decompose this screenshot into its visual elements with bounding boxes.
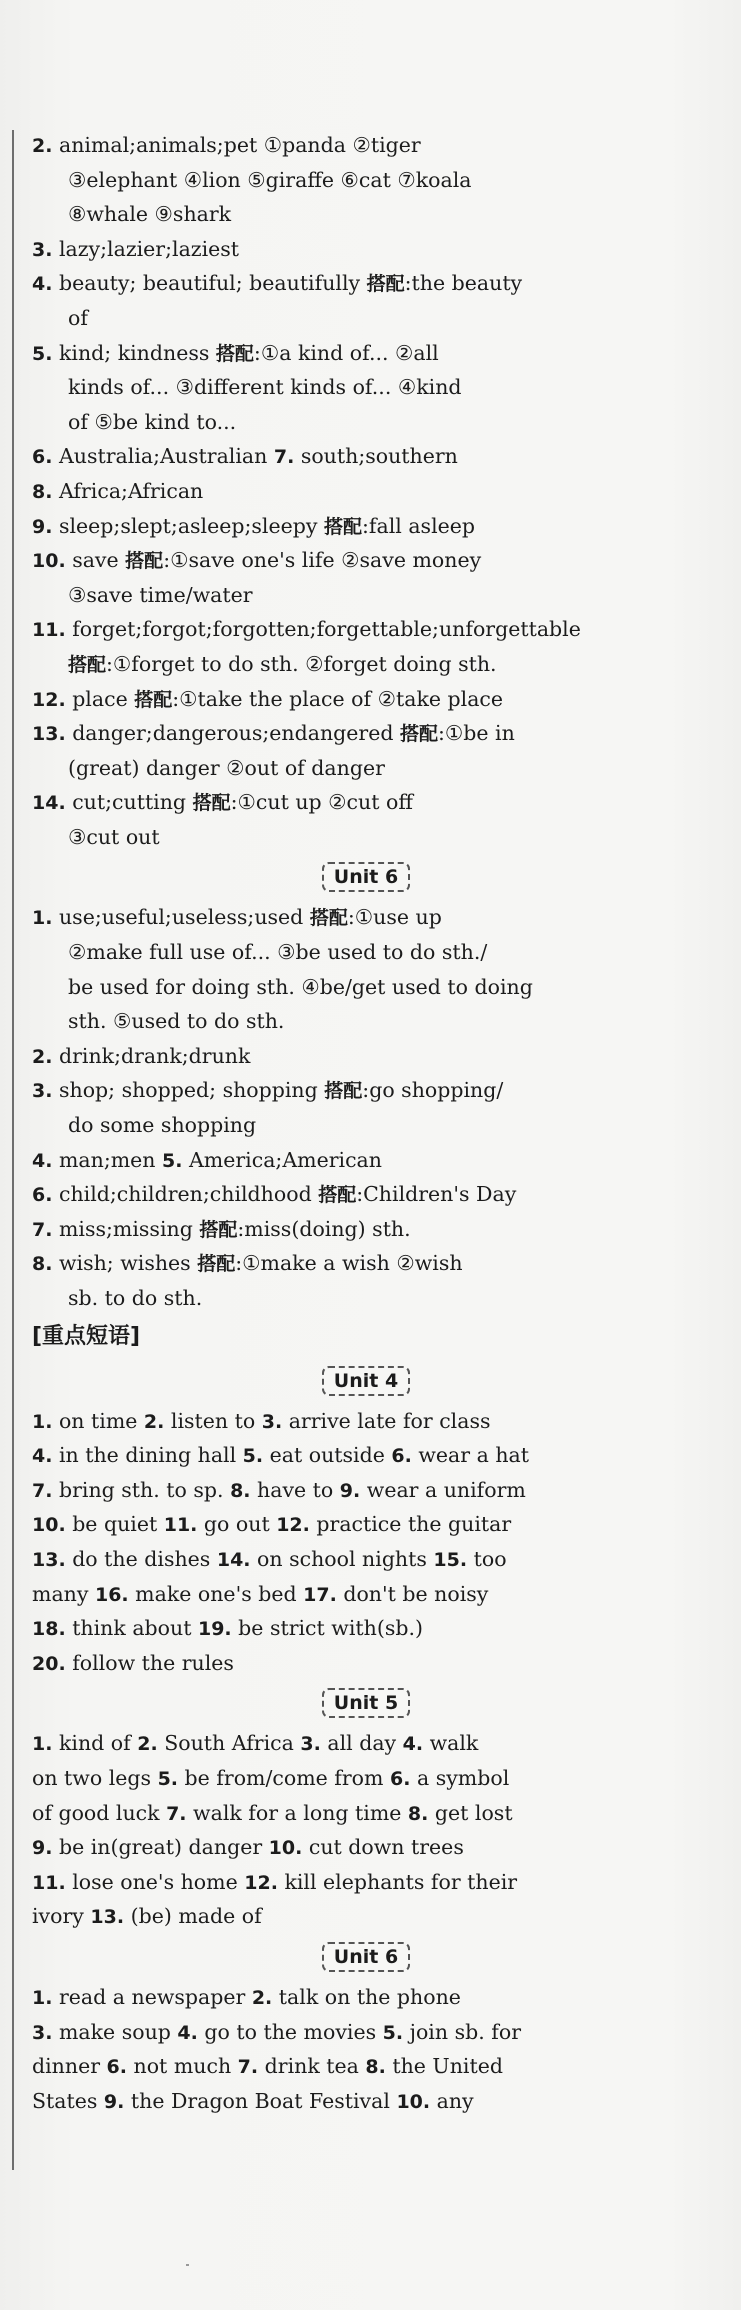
vocab-unit5-line [32, 370, 700, 405]
phrase-number: 10. [32, 1514, 66, 1537]
phrase-number: 9. [103, 2090, 125, 2113]
vocab-unit5-line [32, 163, 700, 198]
item-number: 12. [32, 688, 66, 711]
item-number: 3. [32, 238, 53, 261]
vocab-unit5-line [32, 336, 700, 371]
item-text: wish; wishes [52, 1251, 198, 1276]
phrase-text: be strict with(sb.) [231, 1616, 423, 1641]
vocab-unit5-line [32, 439, 700, 474]
item-text: man;men [52, 1147, 163, 1172]
vocab-unit5-line [32, 232, 700, 267]
vocab-unit6-line [32, 900, 700, 935]
phrase-text: read a newspaper [52, 1984, 252, 2009]
phrase-text: make one's bed [128, 1581, 304, 1606]
phrase-number: 1. [32, 1986, 53, 2009]
phrase-number: 18. [32, 1618, 66, 1641]
vocab-unit5-line [32, 405, 700, 440]
item-number: 2. [32, 1045, 53, 1068]
item-number: 3. [32, 1080, 53, 1103]
phrase-text: walk for a long time [186, 1800, 408, 1825]
phrase-text: kill elephants for their [277, 1869, 518, 1894]
phrase-text: practice the guitar [309, 1512, 512, 1537]
phrase-text: arrive late for class [282, 1408, 491, 1433]
vocab-unit5-line [32, 128, 700, 163]
item-text: drink;drank;drunk [52, 1043, 251, 1068]
vocab-unit6-line [32, 970, 700, 1005]
phrase-text: do the dishes [65, 1546, 217, 1571]
collocation-label: 搭配 [323, 515, 362, 538]
phrases-unit6-line [32, 2084, 700, 2119]
collocation-label: 搭配 [324, 1080, 363, 1103]
item-text: lazy;lazier;laziest [52, 236, 240, 261]
phrases-unit5-line [32, 1761, 700, 1796]
phrase-number: 7. [166, 1802, 187, 1825]
phrase-number: 3. [32, 2021, 53, 2044]
phrase-number: 7. [32, 1479, 53, 1502]
phrase-number: 8. [365, 2056, 386, 2079]
vocab-unit6-line [32, 1004, 700, 1039]
item-text: shop; shopped; shopping [52, 1078, 325, 1103]
item-text: :Children's Day [356, 1182, 517, 1207]
phrases-unit5-line [32, 1796, 700, 1831]
phrase-text: listen to [164, 1408, 262, 1433]
item-text: Africa;African [52, 478, 204, 503]
phrase-number: 9. [339, 1479, 361, 1502]
item-number: 4. [32, 273, 53, 296]
collocation-label: 搭配 [318, 1184, 357, 1207]
phrase-text: on school nights [250, 1546, 434, 1571]
phrase-number: 12. [244, 1871, 278, 1894]
item-text: south;southern [294, 444, 458, 469]
vocab-unit5-line [32, 682, 700, 717]
item-text: beauty; beautiful; beautifully [52, 271, 367, 296]
item-number: 2. [32, 135, 53, 157]
item-text: ③save time/water [68, 582, 253, 607]
phrase-text: too [467, 1546, 507, 1571]
phrase-number: 6. [391, 1445, 412, 1468]
collocation-label: 搭配 [366, 273, 405, 296]
item-text: sb. to do sth. [68, 1286, 203, 1310]
item-number: 8. [32, 1253, 53, 1276]
phrase-text: any [430, 2088, 474, 2113]
item-text: :go shopping/ [362, 1078, 504, 1103]
phrase-text: join sb. for [403, 2019, 521, 2044]
vocab-unit6-line [32, 1108, 700, 1143]
item-text: (great) danger ②out of danger [68, 755, 385, 780]
vocab-unit6-line [32, 1281, 700, 1316]
collocation-label: 搭配 [68, 653, 107, 676]
collocation-label: 搭配 [215, 342, 254, 365]
item-text: :①make a wish ②wish [235, 1251, 463, 1276]
phrase-text: ivory [32, 1904, 91, 1929]
item-text: child;children;childhood [52, 1182, 319, 1207]
item-text: danger;dangerous;endangered [65, 721, 400, 746]
item-number: 11. [32, 619, 66, 642]
phrase-number: 7. [237, 2056, 259, 2079]
phrases-unit4-line [32, 1507, 700, 1542]
item-text: of ⑤be kind to... [68, 409, 237, 434]
vocab-unit5-line [32, 647, 700, 682]
vocab-unit6-line [32, 935, 700, 970]
vocab-unit5-line [32, 578, 700, 613]
vocab-unit5-line [32, 474, 700, 509]
vocab-unit5-line [32, 543, 700, 578]
phrase-text: be in(great) danger [52, 1835, 269, 1860]
phrases-unit4-line [32, 1646, 700, 1681]
phrase-number: 2. [137, 1733, 158, 1756]
phrase-text: think about [65, 1616, 198, 1641]
item-number: 6. [32, 446, 53, 469]
phrase-text: go out [197, 1512, 277, 1537]
vocab-unit6-line [32, 1246, 700, 1281]
phrase-text: South Africa [157, 1731, 301, 1756]
phrase-number: 16. [94, 1583, 129, 1606]
item-text: :①be in [438, 721, 515, 746]
item-text: miss;missing [52, 1216, 200, 1241]
item-text: place [65, 686, 135, 711]
phrase-text: wear a hat [411, 1443, 529, 1468]
phrase-text: many [32, 1581, 95, 1606]
phrase-number: 10. [268, 1837, 303, 1860]
phrase-number: 14. [216, 1548, 251, 1571]
phrases-unit4-heading-row [32, 1358, 700, 1404]
phrases-unit4-list [32, 1404, 700, 1681]
phrase-number: 2. [251, 1986, 273, 2009]
phrases-unit5-line [32, 1830, 700, 1865]
item-text: :①a kind of... ②all [253, 340, 439, 365]
phrase-text: kind of [52, 1731, 138, 1756]
phrase-text: make soup [52, 2019, 178, 2044]
phrase-text: eat outside [263, 1443, 392, 1468]
item-number: 10. [32, 550, 66, 573]
item-number: 6. [32, 1184, 53, 1207]
phrases-unit4-line [32, 1473, 700, 1508]
item-text: :①take the place of ②take place [172, 686, 504, 711]
phrase-number: 9. [32, 1837, 53, 1860]
phrase-text: walk [423, 1731, 479, 1756]
phrases-unit6-line [32, 1980, 700, 2015]
vocab-unit6-heading-row [32, 854, 700, 900]
phrase-text: (be) made of [124, 1904, 262, 1929]
vocab-unit5-line [32, 509, 700, 544]
item-text: kind; kindness [52, 340, 216, 365]
phrase-text: follow the rules [65, 1650, 234, 1675]
phrase-number: 13. [32, 1548, 66, 1571]
vocab-unit6-line [32, 1212, 700, 1247]
item-number: 5. [162, 1149, 183, 1172]
phrase-number: 4. [177, 2021, 198, 2044]
phrases-unit6-list [32, 1980, 700, 2118]
phrases-unit6-heading-row [32, 1934, 700, 1980]
item-number: 14. [32, 792, 66, 815]
item-text: ③elephant ④lion ⑤giraffe ⑥cat ⑦koala [68, 167, 472, 192]
phrase-text: not much [127, 2054, 238, 2079]
phrases-unit6-line [32, 2049, 700, 2084]
collocation-label: 搭配 [134, 688, 173, 711]
item-text: forget;forgot;forgotten;forgettable;unforgettable [65, 617, 581, 642]
phrase-text: go to the movies [197, 2019, 383, 2044]
phrase-number: 15. [433, 1548, 468, 1571]
phrase-number: 6. [389, 1767, 411, 1790]
item-text: sth. ⑤used to do sth. [68, 1009, 285, 1034]
vocab-unit5-line [32, 716, 700, 751]
phrase-number: 3. [261, 1410, 283, 1433]
phrase-text: the Dragon Boat Festival [124, 2088, 397, 2113]
phrase-number: 8. [230, 1479, 251, 1502]
phrases-unit5-heading-row [32, 1680, 700, 1726]
item-number: 13. [32, 723, 66, 746]
phrase-number: 20. [32, 1652, 66, 1675]
item-number: 1. [32, 907, 53, 930]
vocab-unit6-line [32, 1073, 700, 1108]
item-text: of [68, 305, 88, 330]
phrase-text: bring sth. to sp. [52, 1477, 231, 1502]
phrase-text: have to [250, 1477, 340, 1502]
item-text: :①cut up ②cut off [230, 790, 413, 815]
phrase-number: 17. [303, 1583, 337, 1606]
phrase-text: talk on the phone [272, 1984, 461, 2009]
vocab-unit5-line [32, 266, 700, 301]
phrase-number: 8. [407, 1802, 429, 1825]
unit-4-badge: Unit 4 [322, 1366, 410, 1396]
phrase-number: 1. [32, 1410, 53, 1433]
unit-5-badge: Unit 5 [322, 1688, 410, 1718]
item-text: ③cut out [68, 824, 160, 849]
item-text: :①forget to do sth. ②forget doing sth. [106, 651, 497, 676]
item-text: ⑧whale ⑨shark [68, 202, 232, 227]
phrase-text: all day [320, 1731, 403, 1756]
phrase-text: lose one's home [65, 1869, 245, 1894]
vocab-unit5-line [32, 751, 700, 786]
item-text: :①save one's life ②save money [163, 548, 482, 573]
phrases-unit4-line [32, 1577, 700, 1612]
phrase-number: 10. [396, 2090, 431, 2113]
item-text: sleep;slept;asleep;sleepy [52, 513, 324, 538]
speck [186, 2264, 189, 2266]
unit-6-badge: Unit 6 [322, 862, 410, 892]
item-number: 7. [32, 1218, 53, 1241]
vocab-unit6-line [32, 1039, 700, 1074]
phrase-text: wear a uniform [360, 1477, 526, 1502]
phrase-text: be quiet [65, 1512, 164, 1537]
phrase-number: 2. [143, 1410, 165, 1433]
phrase-number: 4. [32, 1445, 53, 1468]
item-text: be used for doing sth. ④be/get used to doing [68, 974, 533, 999]
phrase-text: get lost [428, 1800, 513, 1825]
phrases-unit6-line [32, 2015, 700, 2050]
collocation-label: 搭配 [399, 723, 438, 746]
phrases-unit5-line [32, 1865, 700, 1900]
vocab-unit5-line [32, 612, 700, 647]
phrase-number: 19. [197, 1618, 232, 1641]
item-text: :fall asleep [361, 513, 476, 538]
phrases-unit4-line [32, 1438, 700, 1473]
vocab-unit5-line [32, 197, 700, 232]
vocab-unit6-line [32, 1143, 700, 1178]
phrase-text: the United [385, 2054, 503, 2079]
vocab-unit5-line [32, 301, 700, 336]
item-text: :the beauty [404, 271, 523, 296]
vocab-unit5-line [32, 820, 700, 855]
item-text: save [65, 548, 126, 573]
phrase-number: 5. [382, 2021, 404, 2044]
collocation-label: 搭配 [197, 1253, 236, 1276]
collocation-label: 搭配 [309, 907, 348, 930]
phrase-number: 11. [32, 1871, 66, 1894]
item-text: kinds of... ③different kinds of... ④kind [68, 375, 462, 400]
phrase-number: 4. [402, 1733, 424, 1756]
phrase-text: drink tea [258, 2054, 366, 2079]
item-text: :①use up [347, 905, 442, 930]
phrase-number: 3. [300, 1733, 321, 1756]
phrases-unit4-line [32, 1611, 700, 1646]
phrase-number: 6. [106, 2056, 127, 2079]
vocab-unit6-line [32, 1177, 700, 1212]
item-text: animal;animals;pet ①panda ②tiger [52, 133, 421, 157]
collocation-label: 搭配 [125, 550, 164, 573]
item-number: 4. [32, 1149, 53, 1172]
vocab-unit5-list [32, 128, 700, 854]
item-text: America;American [182, 1147, 382, 1172]
phrases-unit5-line [32, 1726, 700, 1761]
vocab-unit6-list [32, 900, 700, 1315]
phrase-text: on time [52, 1408, 144, 1433]
phrase-number: 1. [32, 1733, 53, 1756]
phrase-text: on two legs [32, 1765, 158, 1790]
item-text: :miss(doing) sth. [237, 1216, 411, 1241]
phrase-text: cut down trees [302, 1835, 464, 1860]
item-text: cut;cutting [65, 790, 193, 815]
unit-6-phrases-badge: Unit 6 [322, 1942, 410, 1972]
phrase-number: 11. [163, 1514, 198, 1537]
section-title: [重点短语] [32, 1323, 141, 1349]
item-text: ②make full use of... ③be used to do sth./ [68, 940, 488, 965]
phrase-text: be from/come from [178, 1765, 390, 1790]
vocab-unit5-line [32, 785, 700, 820]
phrase-text: in the dining hall [52, 1443, 243, 1468]
item-text: Australia;Australian [52, 444, 274, 469]
phrase-number: 13. [90, 1906, 125, 1929]
phrase-text: don't be noisy [336, 1581, 489, 1606]
phrases-unit4-line [32, 1404, 700, 1439]
item-number: 8. [32, 480, 53, 503]
phrase-text: States [32, 2088, 104, 2113]
phrases-unit5-list [32, 1726, 700, 1934]
phrase-text: a symbol [410, 1765, 510, 1790]
phrase-text: of good luck [32, 1800, 167, 1825]
answer-content [32, 128, 700, 2118]
phrase-number: 5. [242, 1445, 264, 1468]
item-text: use;useful;useless;used [52, 905, 310, 930]
item-text: do some shopping [68, 1113, 257, 1138]
margin-rule [12, 130, 14, 2170]
phrase-text: dinner [32, 2054, 107, 2079]
item-number: 9. [32, 515, 53, 538]
phrase-number: 5. [157, 1767, 179, 1790]
phrases-unit4-line [32, 1542, 700, 1577]
item-number: 7. [273, 446, 295, 469]
phrase-number: 12. [276, 1514, 310, 1537]
item-number: 5. [32, 342, 53, 365]
collocation-label: 搭配 [199, 1218, 238, 1241]
phrases-unit5-line [32, 1899, 700, 1934]
collocation-label: 搭配 [192, 792, 231, 815]
